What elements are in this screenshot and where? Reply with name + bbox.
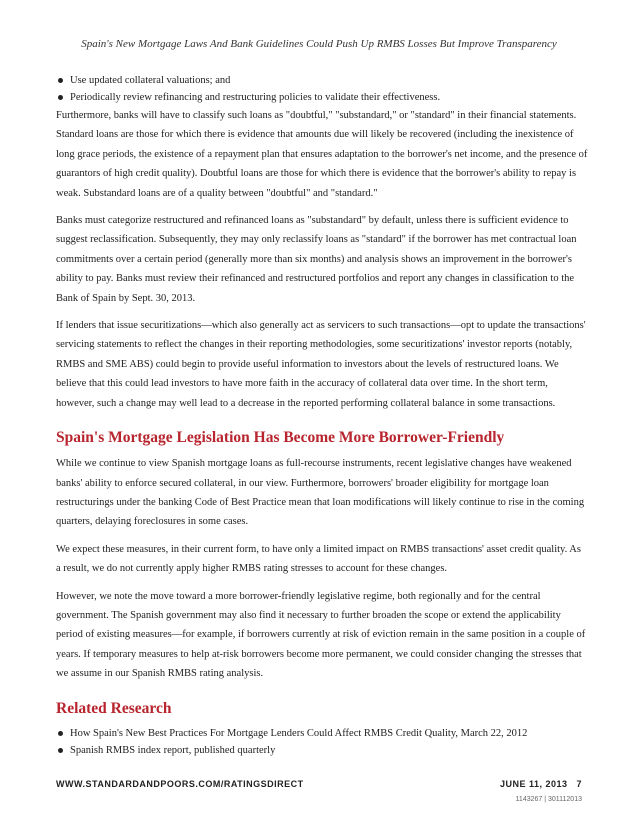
footer-document-id: 1143267 | 301112013 [515,796,582,803]
section-heading: Spain's Mortgage Legislation Has Become More Borrower-Friendly [56,429,505,447]
paragraph: However, we note the move toward a more borrower-friendly legislative regime, both regionally and for the central government. The Spanish government may also find it necessary to further broaden the scope or extend the applicability period of existing measures—for example, if borrowers currently at risk of eviction remain in the same position in a couple of years. If temporary measures to help at-risk borrowers become more permanent, we could consider changing the stresses that we assume in our Spanish RMBS rating analysis. [56,590,586,680]
section-heading: Related Research [56,699,172,717]
footer-site-link[interactable]: WWW.STANDARDANDPOORS.COM/RATINGSDIRECT [56,779,304,789]
related-research-list [56,725,588,759]
paragraph: Banks must categorize restructured and refinanced loans as "substandard" by default, unless there is sufficient evidence to suggest reclassification. Subsequently, they may only reclassify loans as "standard" if the borrower has met contractual loan commitments over a certain period (generally more than six months) and analysis shows an improvement in the borrower's ability to pay. Banks must review their refinanced and restructured portfolios and report any changes in classification to the Bank of Spain by Sept. 30, 2013. [56,215,577,304]
running-header: Spain's New Mortgage Laws And Bank Guidelines Could Push Up RMBS Losses But Improve Transparency [81,38,557,50]
footer-date-page: JUNE 11, 2013 7 [499,779,582,789]
intro-bullet-list [56,72,588,106]
list-item: Periodically review refinancing and restructuring policies to validate their effectiveness. [56,89,588,106]
paragraph: Furthermore, banks will have to classify such loans as "doubtful," "substandard," or "standard" in their financial statements. Standard loans are those for which there is evidence that amounts due will likely be recovered (including the inexistence of long grace periods, the existence of a repayment plan that ensures adaptation to the borrower's net income, and the presence of guarantors of high credit quality). Doubtful loans are those for which there is evidence that the borrower's ability to repay is weak. Substandard loans are of a quality between "doubtful" and "standard." [56,110,588,199]
list-item: Use updated collateral valuations; and [56,72,588,89]
paragraph: If lenders that issue securitizations—which also generally act as servicers to such transactions—opt to update the transactions' servicing statements to reflect the changes in their reporting methodologies, some securitizations' investor reports (notably, RMBS and SME ABS) could begin to provide useful information to investors about the levels of restructured loans. We believe that this could lead investors to have more faith in the accuracy of collateral data over time. In the short term, however, such a change may well lead to a decrease in the reported performing collateral balance in some transactions. [56,320,586,409]
page-content [56,72,588,759]
list-item: Spanish RMBS index report, published quarterly [56,742,588,759]
list-item: How Spain's New Best Practices For Mortgage Lenders Could Affect RMBS Credit Quality, March 22, 2012 [56,725,588,742]
paragraph: We expect these measures, in their current form, to have only a limited impact on RMBS transactions' asset credit quality. As a result, we do not currently apply higher RMBS rating stresses to account for these changes. [56,543,581,575]
paragraph: While we continue to view Spanish mortgage loans as full-recourse instruments, recent legislative changes have weakened banks' ability to enforce secured collateral, in our view. Furthermore, borrowers' broader eligibility for mortgage loan restructurings under the banking Code of Best Practice mean that loan modifications will likely continue to rise in the coming quarters, delaying foreclosures in some cases. [56,458,585,528]
